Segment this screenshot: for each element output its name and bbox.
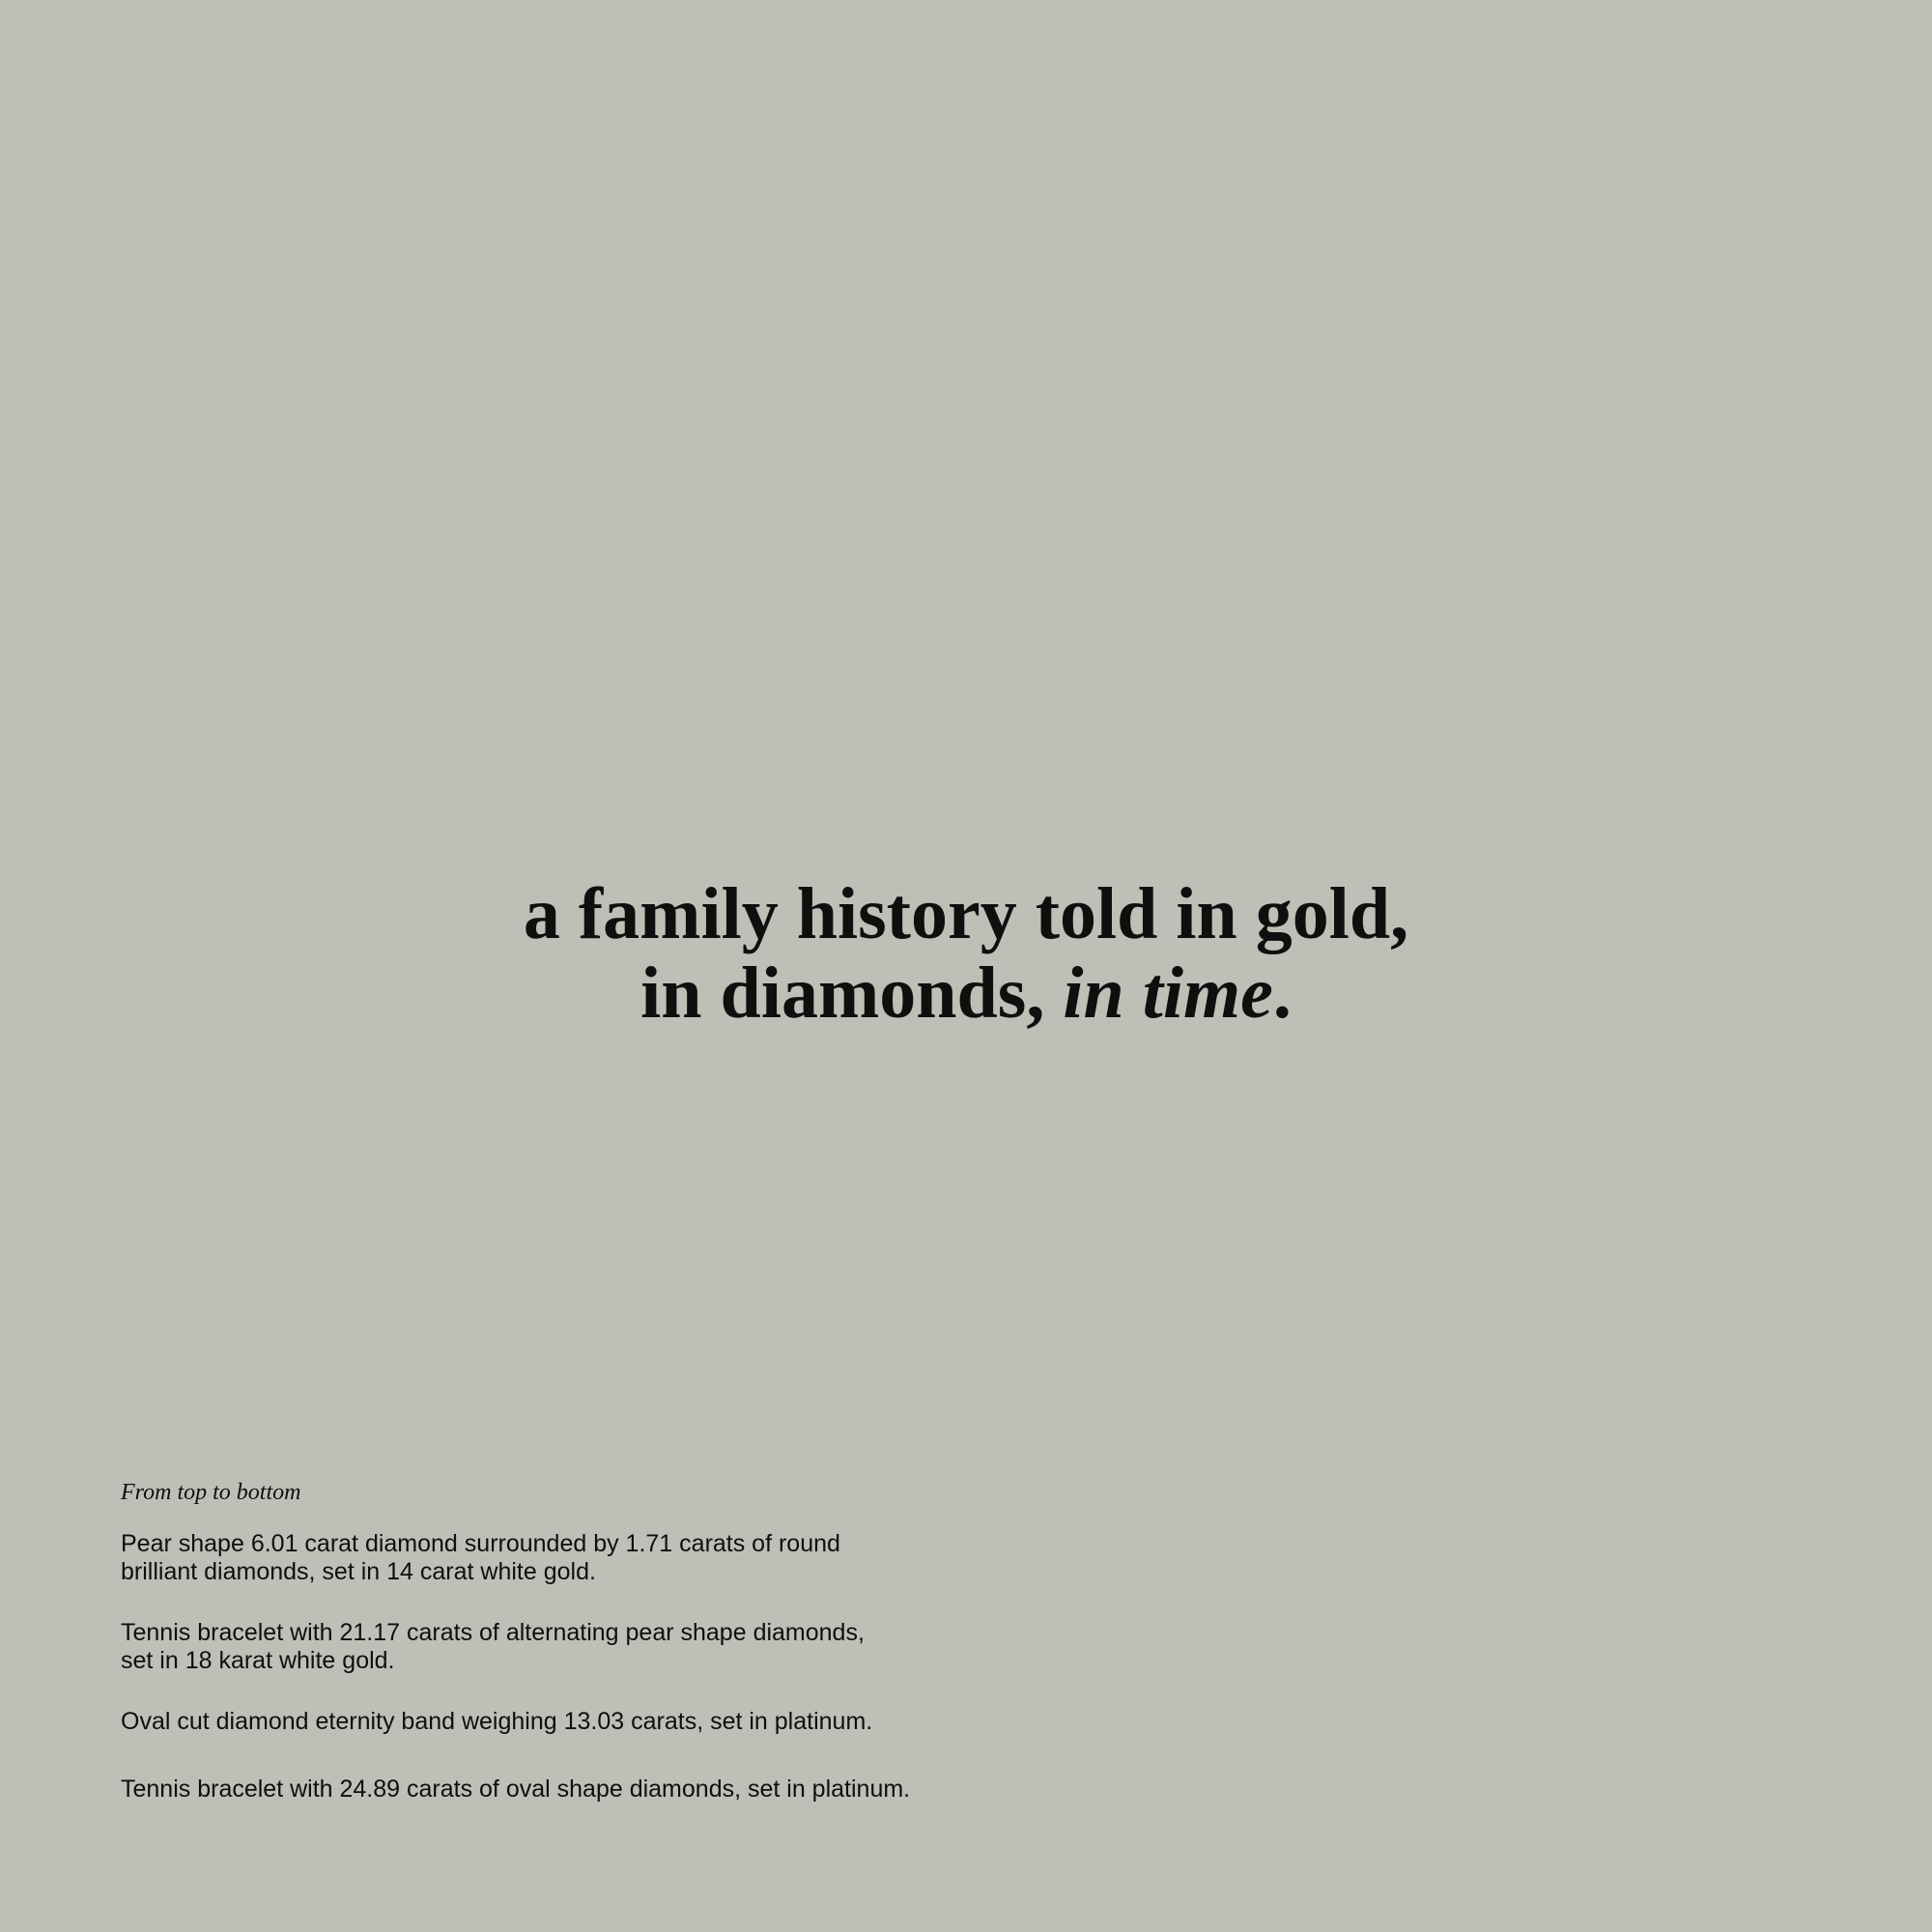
- captions-intro: From top to bottom: [121, 1480, 301, 1505]
- caption-item-4: Tennis bracelet with 24.89 carats of oval shape diamonds, set in platinum.: [121, 1776, 911, 1803]
- headline-line-2-italic: in time: [1063, 952, 1273, 1034]
- headline-line-2: [0, 953, 1932, 1033]
- headline: [0, 874, 1932, 1033]
- caption-item-3: Oval cut diamond eternity band weighing 13.03 carats, set in platinum.: [121, 1708, 873, 1735]
- caption-item-2: Tennis bracelet with 21.17 carats of alternating pear shape diamonds, set in 18 karat white gold.: [121, 1619, 865, 1674]
- headline-line-1: a family history told in gold,: [523, 873, 1409, 954]
- caption-item-1: Pear shape 6.01 carat diamond surrounded by 1.71 carats of round brilliant diamonds, set in 14 carat white gold.: [121, 1530, 840, 1585]
- headline-line-2-plain: in diamonds,: [640, 952, 1064, 1034]
- headline-line-2-end: .: [1272, 952, 1292, 1034]
- captions: [121, 1478, 1087, 1836]
